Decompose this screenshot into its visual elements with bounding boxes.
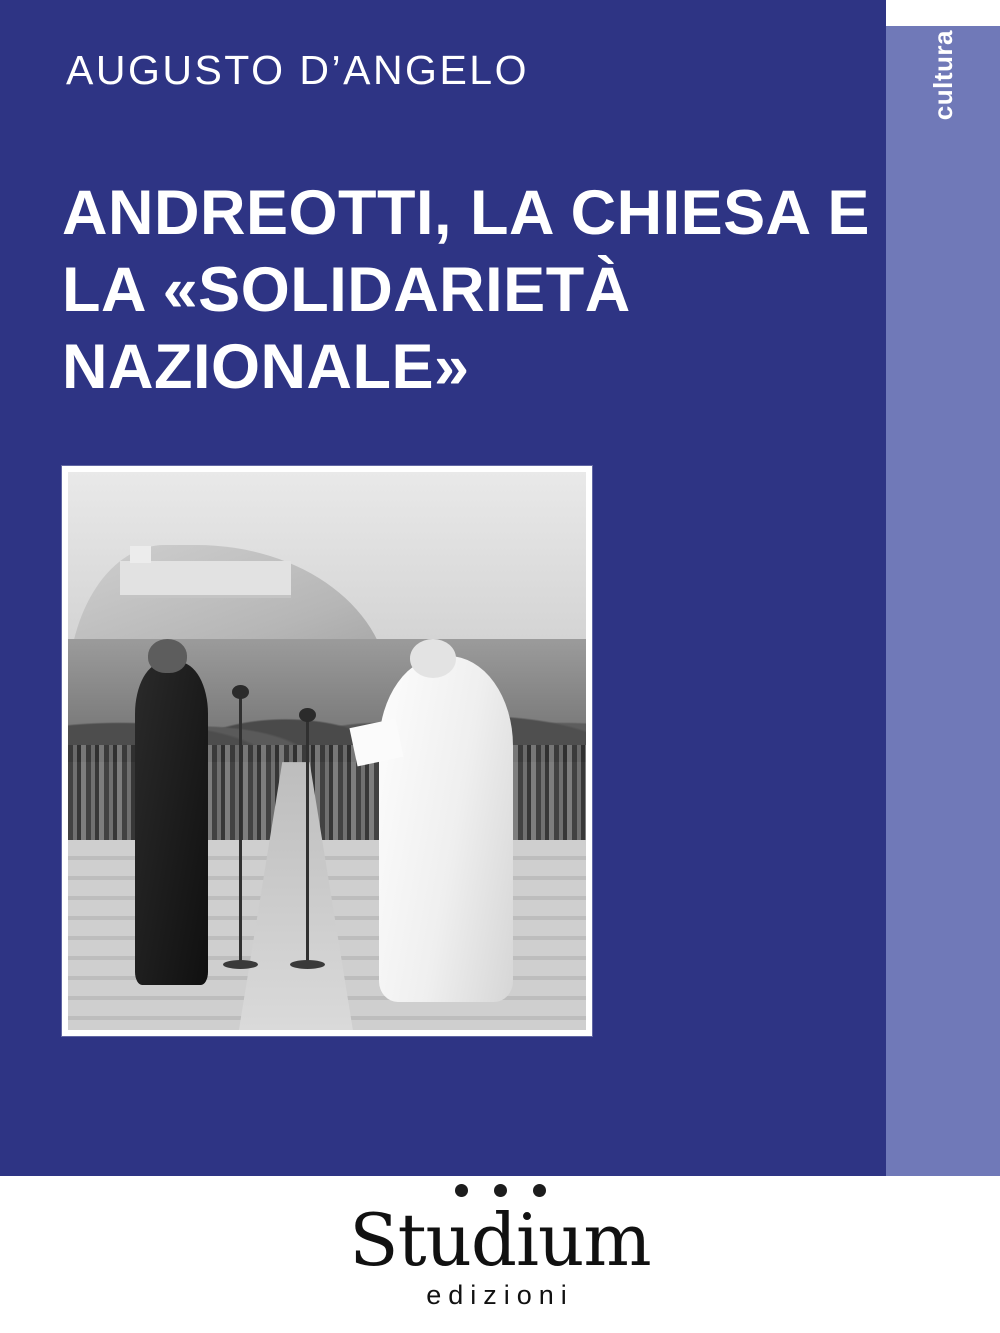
logo-dot-icon <box>494 1184 507 1197</box>
cover-photo-frame <box>62 466 592 1036</box>
author-name: AUGUSTO D’ANGELO <box>66 47 529 93</box>
photo-microphone-stand-left <box>239 695 242 963</box>
logo-dot-icon <box>455 1184 468 1197</box>
publisher-logo <box>0 1182 1000 1311</box>
logo-dot-icon <box>533 1184 546 1197</box>
photo-pope-figure <box>379 656 514 1002</box>
photo-monastery-building <box>120 561 291 594</box>
side-band-top-tab <box>886 0 1000 26</box>
collection-label <box>886 30 1000 190</box>
book-title: ANDREOTTI, LA CHIESA E LA «SOLIDARIETÀ NAZIONALE» <box>62 178 870 402</box>
publisher-subtitle: edizioni <box>426 1280 574 1310</box>
cover-photo <box>68 472 586 1030</box>
publisher-name: Studium <box>349 1198 651 1282</box>
photo-man-head <box>148 639 187 672</box>
photo-microphone-stand-right <box>306 718 309 964</box>
photo-man-in-suit <box>135 662 208 986</box>
collection-label-text: cultura <box>927 30 958 121</box>
